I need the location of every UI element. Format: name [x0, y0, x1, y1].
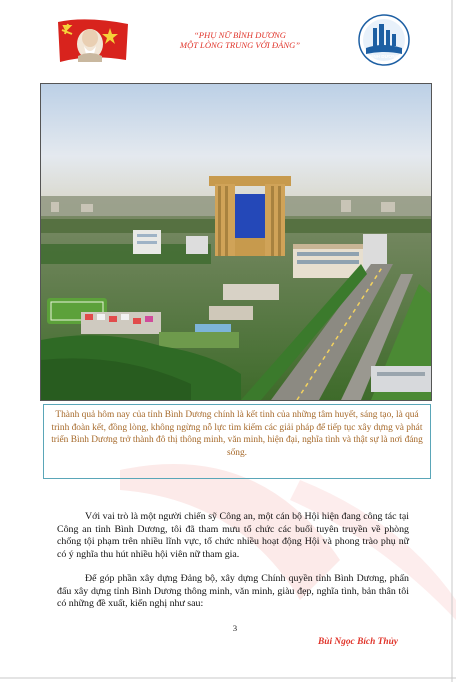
header-title	[150, 30, 330, 50]
photo-caption-text: Thành quả hôm nay của tỉnh Bình Dương chính là kết tinh của những tâm huyết, sáng tạo, là quá trình đoàn kết, đồng lòng, không ngừng nỗ lực tìm kiếm các giải pháp để tiếp tục xây dựng và phát triển Bình Dương trở thành đô thị thông minh, văn minh, hiện đại, nghĩa tình và thật sự là nơi đáng sống.	[51, 410, 423, 458]
author-name: Bùi Ngọc Bích Thủy	[318, 637, 398, 647]
body-paragraph-2: Để góp phần xây dựng Đảng bộ, xây dựng Chính quyền tỉnh Bình Dương, phấn đấu xây dựng tỉnh Bình Dương thông minh, văn minh, giàu đẹp, nghĩa tình, bản thân tôi có những đề xuất, kiến nghị như sau:	[57, 573, 409, 610]
page-number: 3	[232, 623, 238, 633]
emblem-label: BÌNH DƯƠNG	[368, 54, 400, 59]
header-title-line2: MỘT LÒNG TRUNG VỚI ĐẢNG”	[179, 40, 301, 50]
header-title-line1: “PHỤ NỮ BÌNH DƯƠNG	[194, 30, 286, 40]
party-flag-portrait-logo	[56, 16, 130, 66]
body-paragraph-1: Với vai trò là một người chiến sỹ Công an, một cán bộ Hội hiện đang công tác tại Công an tỉnh Bình Dương, tôi đã tham mưu tổ chức các buổi tuyên truyền về phòng chống tội phạm trên nhiều lĩnh vực, tổ chức nhiều hoạt động Hội và phong trào phụ nữ có ý nghĩa thu hút nhiều hội viên nữ tham gia.	[57, 511, 409, 560]
city-photo-illustration	[41, 84, 431, 400]
photo-caption-box	[43, 404, 431, 479]
city-photo	[40, 83, 432, 401]
binh-duong-emblem-logo	[358, 14, 410, 66]
